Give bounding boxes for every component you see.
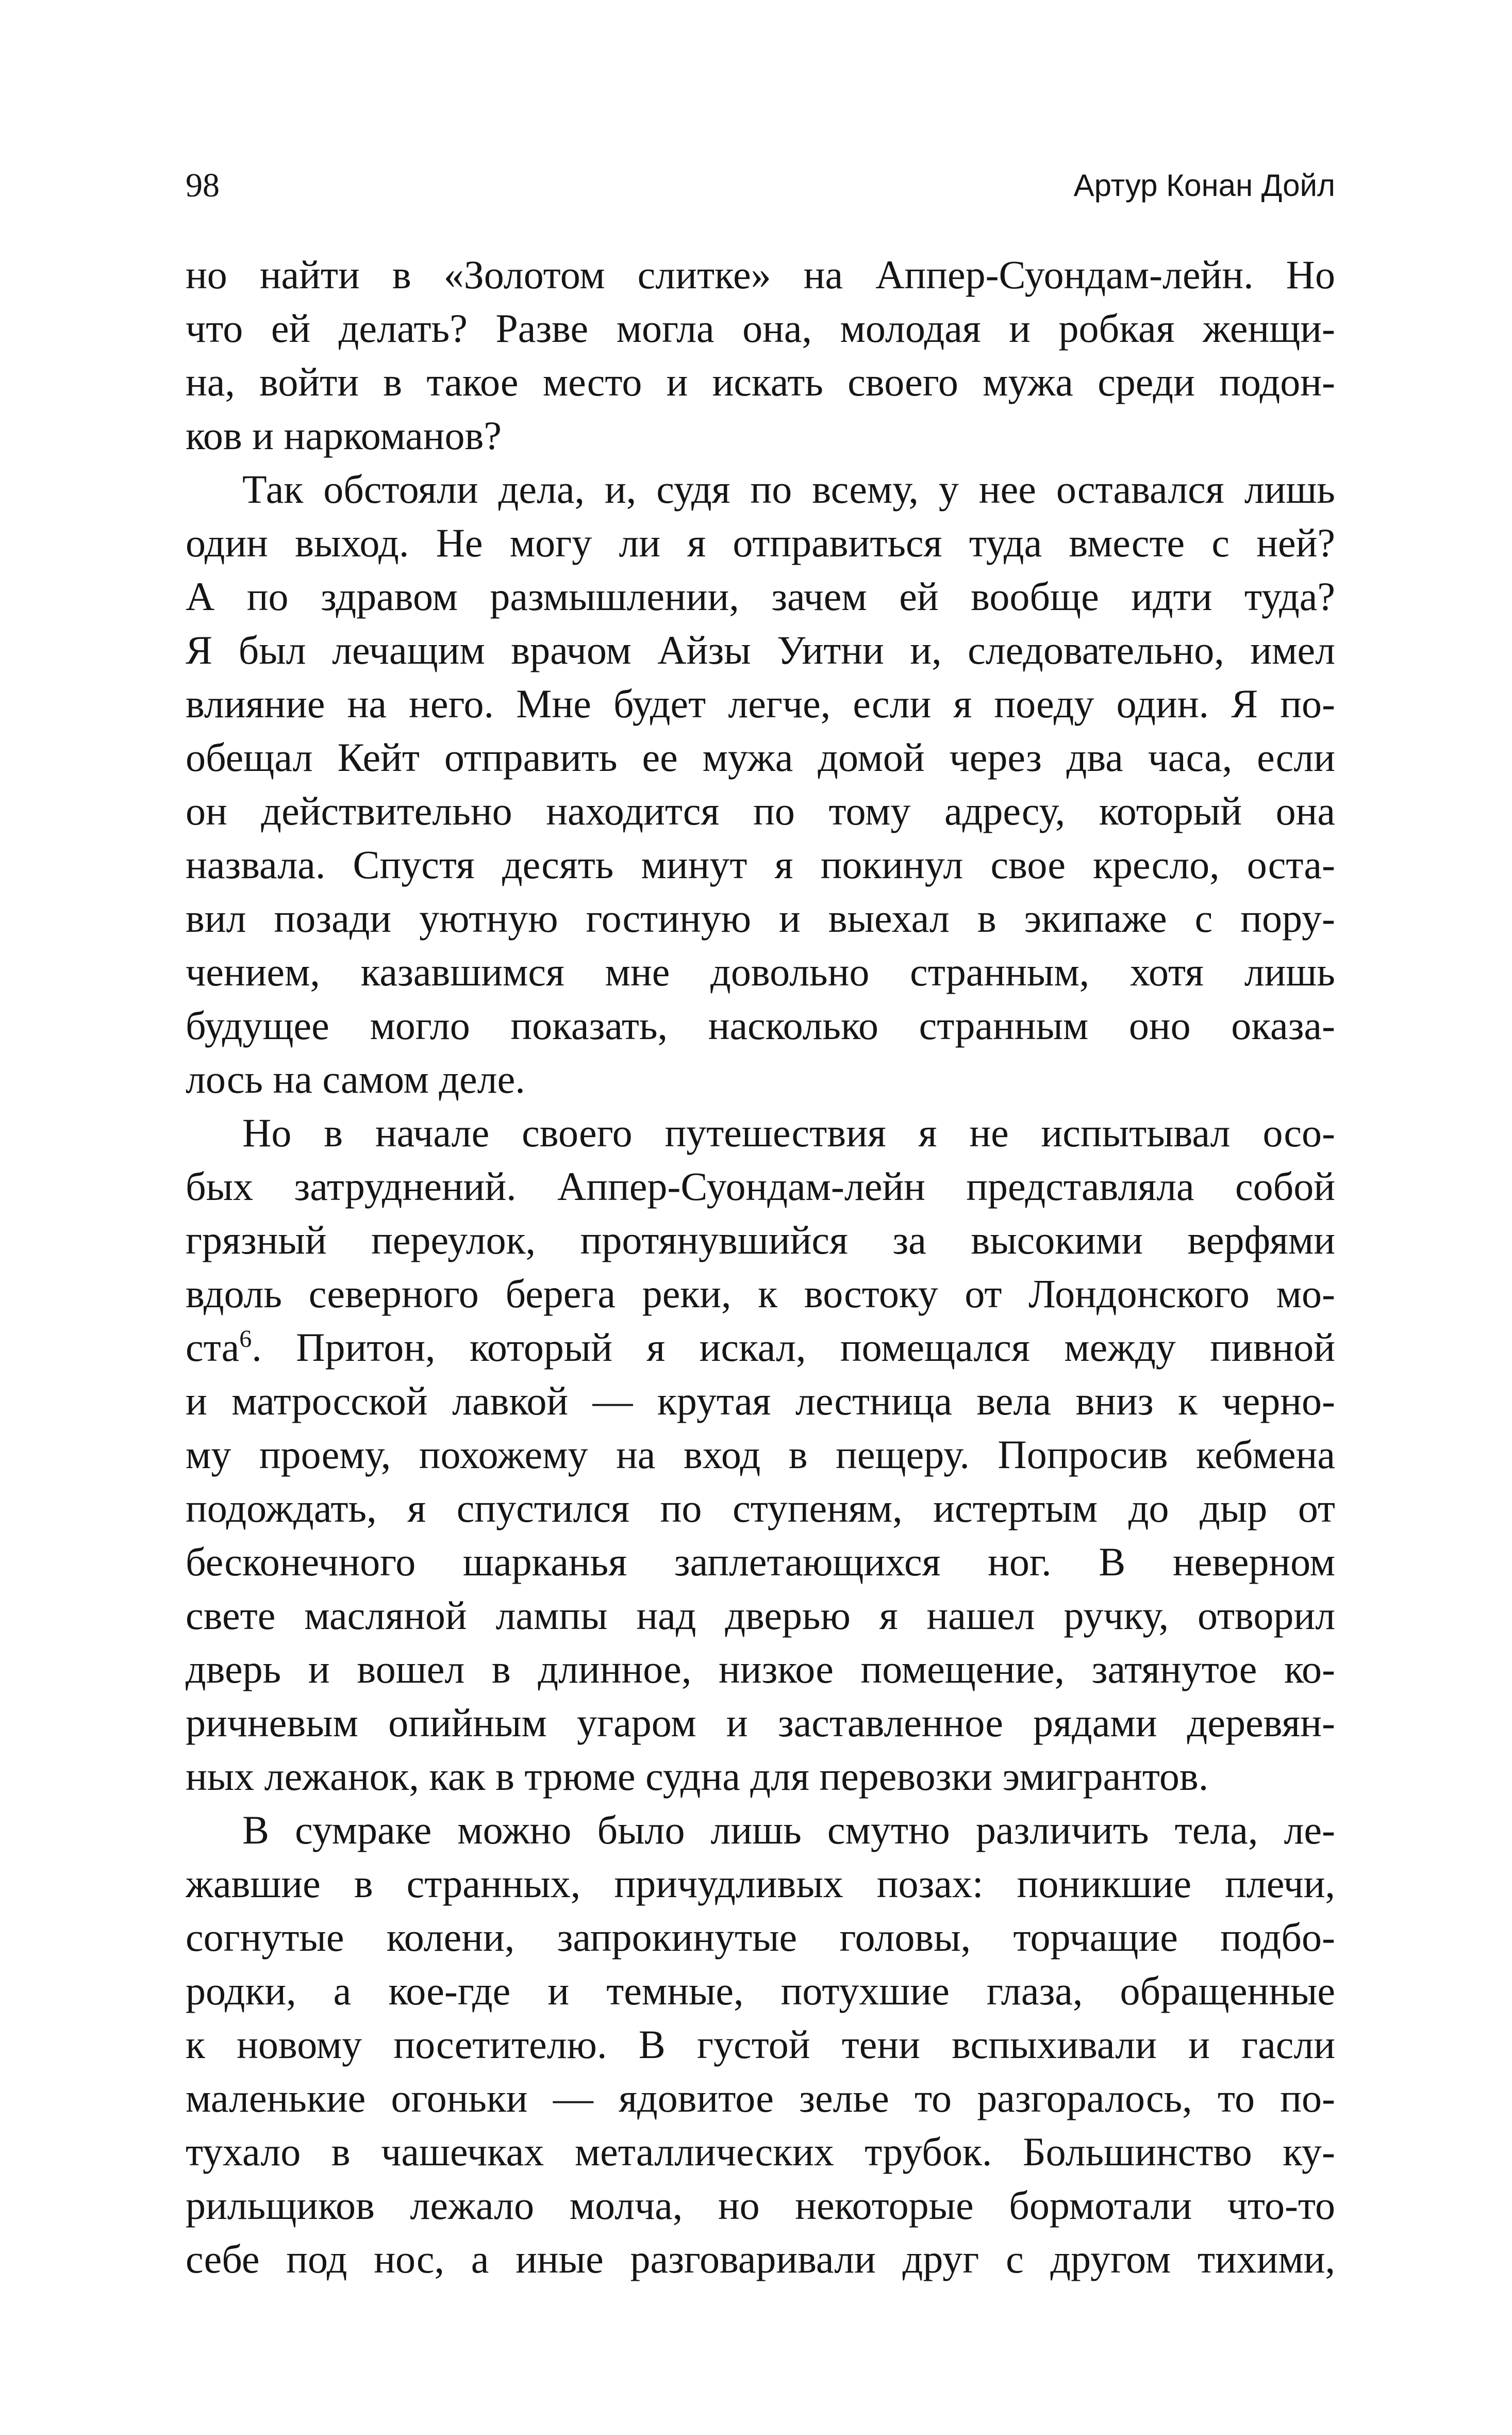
text-line: но найти в «Золотом слитке» на Аппер-Суондам-лейн. Но <box>186 252 1335 297</box>
text-line: Но в начале своего путешествия я не испытывал осо- <box>242 1110 1335 1155</box>
text-line: В сумраке можно было лишь смутно различить тела, ле- <box>242 1807 1335 1852</box>
text-line: родки, а кое-где и темные, потухшие глаза, обращенные <box>186 1968 1335 2013</box>
text-line: к новому посетителю. В густой тени вспыхивали и гасли <box>186 2022 1335 2067</box>
text-line: ных лежанок, как в трюме судна для перевозки эмигрантов. <box>186 1754 1209 1799</box>
text-line: будущее могло показать, насколько странным оно оказа- <box>186 1003 1335 1048</box>
footnote-reference[interactable]: 6 <box>239 1325 252 1353</box>
text-line: свете масляной лампы над дверью я нашел ручку, отворил <box>186 1593 1335 1638</box>
text-line: на, войти в такое место и искать своего мужа среди подон- <box>186 359 1335 404</box>
text-line: грязный переулок, протянувшийся за высокими верфями <box>186 1218 1335 1262</box>
text-line: чением, казавшимся мне довольно странным, хотя лишь <box>186 949 1335 994</box>
text-segment: . Притон, который я искал, помещался между пивной <box>252 1325 1335 1370</box>
text-line: влияние на него. Мне будет легче, если я поеду один. Я по- <box>186 681 1335 726</box>
text-line: что ей делать? Разве могла она, молодая и робкая женщи- <box>186 306 1335 351</box>
text-line: он действительно находится по тому адресу, который она <box>186 788 1335 833</box>
text-line: назвала. Спустя десять минут я покинул свое кресло, оста- <box>186 842 1335 887</box>
body-text <box>186 248 1335 2286</box>
text-line: жавшие в странных, причудливых позах: поникшие плечи, <box>186 1861 1335 1906</box>
text-line: бесконечного шарканья заплетающихся ног. В неверном <box>186 1539 1335 1584</box>
text-line: вдоль северного берега реки, к востоку от Лондонского мо- <box>186 1271 1335 1316</box>
text-line: А по здравом размышлении, зачем ей вообще идти туда? <box>186 574 1335 619</box>
text-line: бых затруднений. Аппер-Суондам-лейн представляла собой <box>186 1164 1335 1209</box>
text-line: дверь и вошел в длинное, низкое помещение, затянутое ко- <box>186 1647 1335 1691</box>
text-line: тухало в чашечках металлических трубок. Большинство ку- <box>186 2129 1335 2174</box>
text-line: согнутые колени, запрокинутые головы, торчащие подбо- <box>186 1915 1335 1960</box>
text-line: ричневым опийным угаром и заставленное рядами деревян- <box>186 1700 1335 1745</box>
text-line-with-footnote <box>186 1321 1335 1374</box>
text-line: ков и наркоманов? <box>186 413 502 458</box>
text-line: вил позади уютную гостиную и выехал в экипаже с пору- <box>186 896 1335 941</box>
text-line: лось на самом деле. <box>186 1057 525 1101</box>
text-line: Так обстояли дела, и, судя по всему, у нее оставался лишь <box>242 467 1335 512</box>
running-head-author: Артур Конан Дойл <box>1073 168 1335 203</box>
text-segment: ста <box>186 1325 240 1370</box>
text-line: му проему, похожему на вход в пещеру. Попросив кебмена <box>186 1432 1335 1477</box>
text-line: и матросской лавкой — крутая лестница вела вниз к черно- <box>186 1378 1335 1423</box>
text-line: рильщиков лежало молча, но некоторые бормотали что-то <box>186 2183 1335 2228</box>
text-line: Я был лечащим врачом Айзы Уитни и, следовательно, имел <box>186 628 1335 672</box>
text-line: себе под нос, а иные разговаривали друг с другом тихими, <box>186 2236 1335 2281</box>
page-number: 98 <box>186 167 220 204</box>
text-line: маленькие огоньки — ядовитое зелье то разгоралось, то по- <box>186 2076 1335 2120</box>
page-header <box>186 165 1335 211</box>
text-line: подождать, я спустился по ступеням, истертым до дыр от <box>186 1486 1335 1531</box>
text-line: один выход. Не могу ли я отправиться туда вместе с ней? <box>186 520 1335 565</box>
text-line: обещал Кейт отправить ее мужа домой через два часа, если <box>186 735 1335 780</box>
